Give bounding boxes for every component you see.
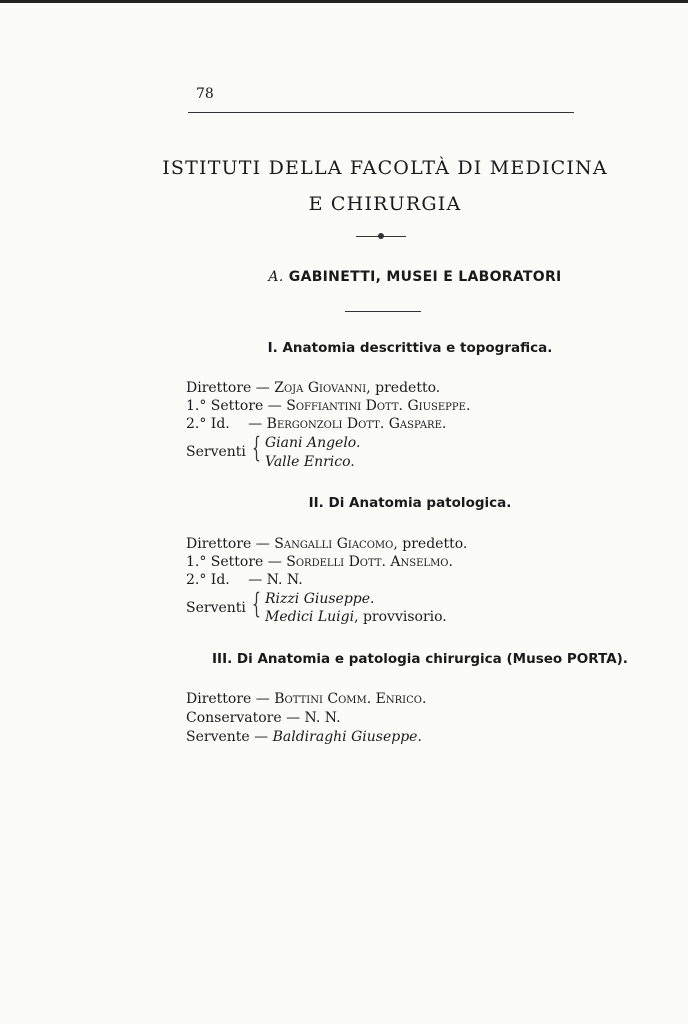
note: . xyxy=(465,398,471,414)
person-name: Bottini Comm. Enrico xyxy=(274,691,422,707)
subsection-1-title: I. Anatomia descrittiva e topografica. xyxy=(267,340,553,356)
note: . xyxy=(421,691,427,707)
person-name: Bergonzoli Dott. Gaspare xyxy=(266,416,442,432)
ornament-dot xyxy=(378,233,384,239)
note: , provvisorio. xyxy=(354,609,447,625)
dash: — xyxy=(248,416,263,432)
section-a-title: GABINETTI, MUSEI E LABORATORI xyxy=(288,269,562,285)
subsection-3-title: III. Di Anatomia e patologia chirurgica (Museo PORTA). xyxy=(212,651,628,667)
sub2-servant-2 xyxy=(265,609,447,625)
servant-name: Giani Angelo. xyxy=(265,435,361,451)
main-heading-line2: E CHIRURGIA xyxy=(308,193,462,215)
role: Conservatore xyxy=(186,710,282,726)
role: 1.° Settore xyxy=(186,398,264,414)
sub1-row-settore1 xyxy=(186,398,470,414)
brace-symbol: { xyxy=(252,431,261,464)
dash: — xyxy=(255,380,270,396)
section-a-letter: A. xyxy=(268,269,284,285)
note: . xyxy=(448,554,453,570)
sub3-row-director xyxy=(186,691,426,707)
person-name: Zoja Giovanni xyxy=(274,380,367,396)
page-number: 78 xyxy=(196,86,214,102)
dash: — xyxy=(267,398,282,414)
sub1-servant-2 xyxy=(265,454,355,470)
person-name: Sordelli Dott. Anselmo xyxy=(286,554,449,570)
section-a-heading xyxy=(150,269,680,285)
dash: — xyxy=(286,710,301,726)
header-rule xyxy=(188,112,574,113)
sub2-row-director xyxy=(186,536,467,552)
person-name: N. N. xyxy=(266,572,303,588)
dash: — xyxy=(267,554,282,570)
main-heading-line1: ISTITUTI DELLA FACOLTÀ DI MEDICINA xyxy=(162,157,608,179)
sub3-row-conservatore xyxy=(186,710,341,726)
role: Direttore xyxy=(186,536,252,552)
section-rule xyxy=(345,311,421,312)
note: , predetto. xyxy=(366,380,441,396)
note: . xyxy=(441,416,447,432)
sub2-servants-label: Serventi xyxy=(186,600,246,616)
servant-name: Medici Luigi xyxy=(265,609,355,625)
role: 1.° Settore xyxy=(186,554,264,570)
person-name: Sangalli Giacomo xyxy=(274,536,394,552)
sub2-row-settore1 xyxy=(186,554,453,570)
role: Direttore xyxy=(186,380,252,396)
role: 2.° Id. xyxy=(186,416,230,432)
dash: — xyxy=(254,729,269,745)
sub1-row-settore2 xyxy=(186,416,446,432)
brace-symbol: { xyxy=(252,587,261,620)
sub1-servant-1 xyxy=(265,435,360,451)
person-name: Soffiantini Dott. Giuseppe xyxy=(286,398,466,414)
subsection-2-title: II. Di Anatomia patologica. xyxy=(308,495,512,511)
sub1-row-director xyxy=(186,380,440,396)
note: , predetto. xyxy=(393,536,468,552)
dash: — xyxy=(255,691,270,707)
role: Direttore xyxy=(186,691,252,707)
sub2-servant-1 xyxy=(265,591,375,607)
servant-name: Rizzi Giuseppe. xyxy=(265,591,375,607)
servant-name: Valle Enrico. xyxy=(265,454,355,470)
role: Servente xyxy=(186,729,250,745)
dash: — xyxy=(248,572,263,588)
sub1-servants-label: Serventi xyxy=(186,444,246,460)
person-name: Baldiraghi Giuseppe. xyxy=(272,729,422,745)
sub3-row-servente xyxy=(186,729,422,745)
sub2-row-settore2 xyxy=(186,572,303,588)
person-name: N. N. xyxy=(304,710,341,726)
role: 2.° Id. xyxy=(186,572,230,588)
dash: — xyxy=(255,536,270,552)
